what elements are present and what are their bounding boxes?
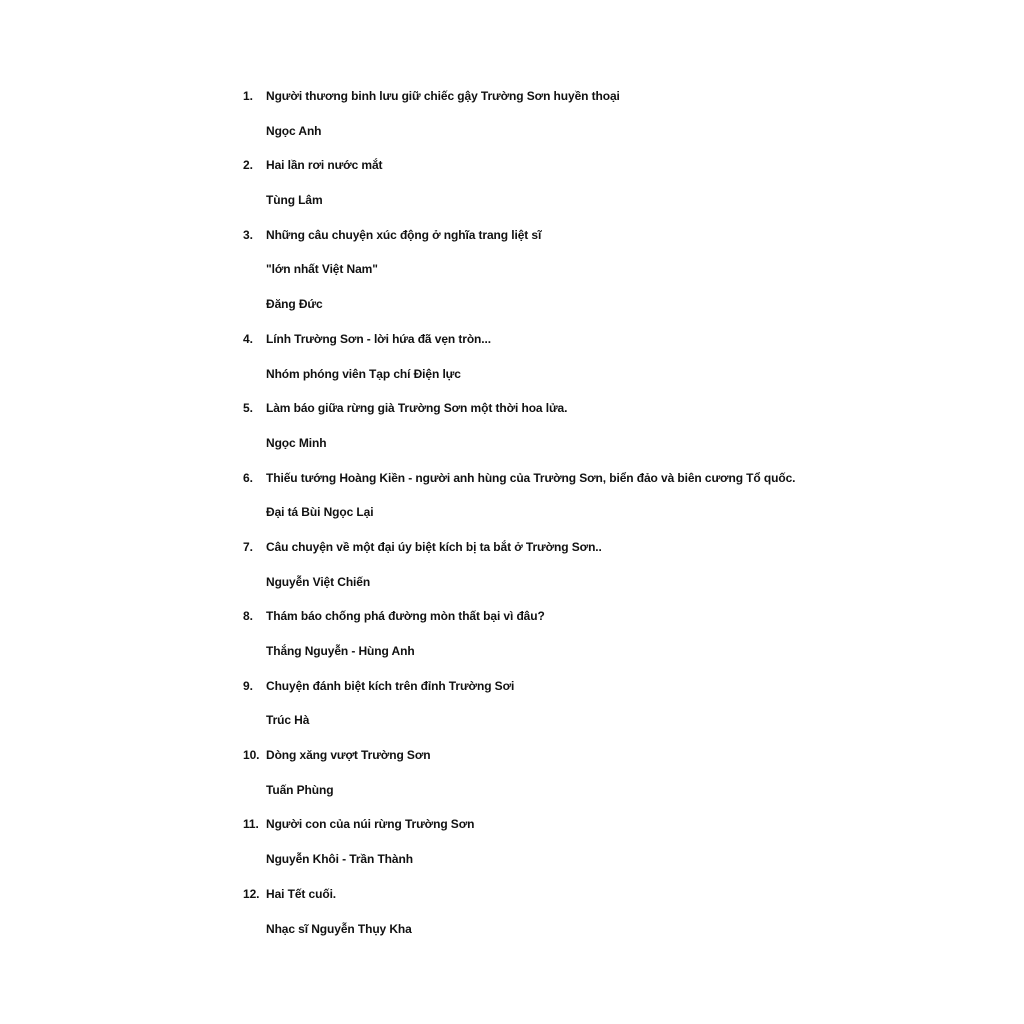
entry-number: 3.: [243, 227, 253, 242]
entry-sub-line: [243, 780, 883, 815]
entry-title: Người con của núi rừng Trường Sơn: [266, 817, 475, 832]
entry-title-line: [243, 468, 883, 503]
entry-number: 7.: [243, 539, 253, 554]
entry-sub-line: [243, 710, 883, 745]
entry-author: Tùng Lâm: [266, 193, 323, 208]
entry-author: Đại tá Bùi Ngọc Lại: [266, 505, 374, 520]
entry-author: Trúc Hà: [266, 713, 310, 728]
entry-title-line: [243, 884, 883, 919]
entry-title-line: [243, 225, 883, 260]
table-of-contents: [243, 86, 883, 953]
entry-number: 8.: [243, 609, 253, 624]
entry-title-line: [243, 606, 883, 641]
entry-title-line: [243, 676, 883, 711]
entry-title: Câu chuyện về một đại úy biệt kích bị ta bắt ở Trường Sơn..: [266, 539, 602, 554]
entry-author: Nhóm phóng viên Tạp chí Điện lực: [266, 366, 461, 381]
entry-sub-line: [243, 190, 883, 225]
entry-number: 9.: [243, 678, 253, 693]
entry-title-line: [243, 329, 883, 364]
entry-author: Đăng Đức: [266, 297, 323, 312]
entry-number: 6.: [243, 470, 253, 485]
entry-number: 11.: [243, 817, 259, 832]
entry-sub-line: [243, 433, 883, 468]
entry-title: Thiếu tướng Hoàng Kiền - người anh hùng của Trường Sơn, biển đảo và biên cương Tổ quốc.: [266, 470, 796, 485]
entry-title: Hai lần rơi nước mắt: [266, 158, 383, 173]
entry-sub-line: [243, 849, 883, 884]
entry-title: Làm báo giữa rừng già Trường Sơn một thời hoa lửa.: [266, 401, 568, 416]
entry-number: 4.: [243, 331, 253, 346]
entry-author: "lớn nhất Việt Nam": [266, 262, 378, 277]
entry-title-line: [243, 814, 883, 849]
entry-sub-line: [243, 641, 883, 676]
entry-author: Ngọc Minh: [266, 435, 327, 450]
entry-sub-line: [243, 259, 883, 294]
entry-title: Dòng xăng vượt Trường Sơn: [266, 748, 431, 763]
entry-sub-line: [243, 572, 883, 607]
entry-author: Thắng Nguyễn - Hùng Anh: [266, 644, 415, 658]
entry-sub-line: [243, 364, 883, 399]
entry-number: 5.: [243, 401, 253, 416]
entry-title: Người thương binh lưu giữ chiếc gậy Trường Sơn huyền thoại: [266, 89, 620, 103]
entry-number: 12.: [243, 886, 260, 901]
entry-title-line: [243, 537, 883, 572]
entry-author: Tuấn Phùng: [266, 782, 334, 797]
entry-title-line: [243, 398, 883, 433]
entry-title: Những câu chuyện xúc động ở nghĩa trang liệt sĩ: [266, 227, 542, 242]
entry-number: 1.: [243, 89, 253, 103]
entry-author: Nhạc sĩ Nguyễn Thụy Kha: [266, 921, 412, 936]
entry-number: 10.: [243, 748, 260, 763]
entry-title: Lính Trường Sơn - lời hứa đã vẹn tròn...: [266, 331, 491, 346]
entry-title: Thám báo chống phá đường mòn thất bại vì đâu?: [266, 609, 545, 624]
entry-number: 2.: [243, 158, 253, 173]
entry-sub-line: [243, 121, 883, 156]
entry-sub-line: [243, 919, 883, 954]
entry-author: Nguyễn Khôi - Trần Thành: [266, 852, 413, 867]
entry-sub-line: [243, 502, 883, 537]
entry-title-line: [243, 155, 883, 190]
entry-title: Hai Tết cuối.: [266, 886, 337, 901]
entry-sub-line: [243, 294, 883, 329]
entry-author: Nguyễn Việt Chiến: [266, 574, 371, 589]
entry-title-line: [243, 745, 883, 780]
entry-title: Chuyện đánh biệt kích trên đỉnh Trường Sơi: [266, 678, 515, 693]
entry-author: Ngọc Anh: [266, 123, 322, 138]
entry-title-line: [243, 86, 883, 121]
